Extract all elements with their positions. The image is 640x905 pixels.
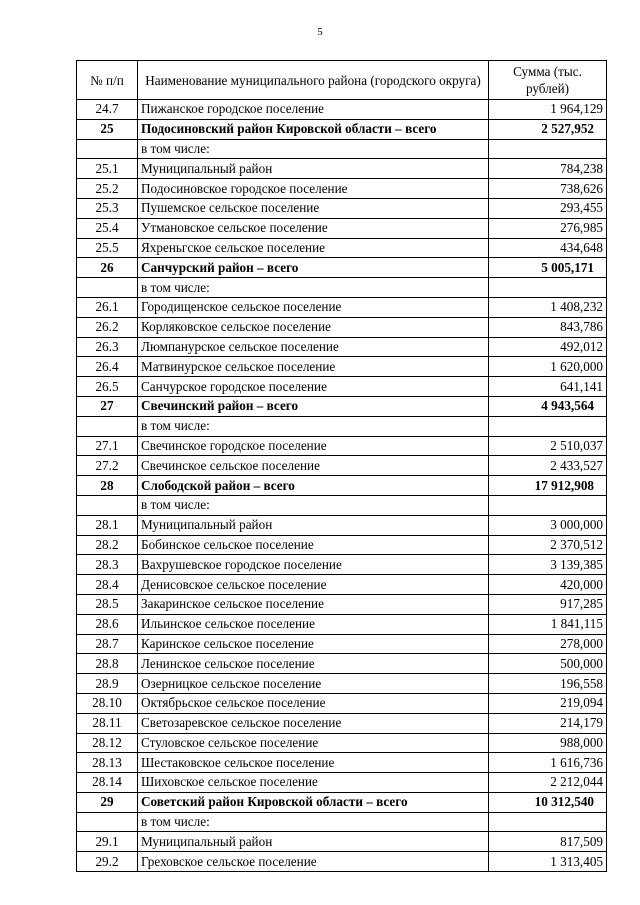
row-number-cell: 28.10 bbox=[77, 693, 138, 713]
table-row bbox=[77, 575, 607, 595]
row-name-cell: Слободской район – всего bbox=[138, 476, 489, 496]
row-number-cell bbox=[77, 139, 138, 159]
row-number-cell: 26 bbox=[77, 258, 138, 278]
table-row bbox=[77, 753, 607, 773]
column-header-sum: Сумма (тыс. рублей) bbox=[489, 61, 607, 100]
table-row bbox=[77, 614, 607, 634]
row-sum-cell bbox=[489, 278, 607, 298]
row-sum-cell: 1 313,405 bbox=[489, 852, 607, 872]
row-name-cell: в том числе: bbox=[138, 278, 489, 298]
row-name-cell: в том числе: bbox=[138, 416, 489, 436]
row-name-cell: Пижанское городское поселение bbox=[138, 100, 489, 120]
table-row bbox=[77, 832, 607, 852]
table-row-district-total bbox=[77, 119, 607, 139]
row-sum-cell: 1 841,115 bbox=[489, 614, 607, 634]
row-name-cell: Муниципальный район bbox=[138, 832, 489, 852]
row-sum-cell: 4 943,564 bbox=[489, 396, 607, 416]
row-number-cell: 27.2 bbox=[77, 456, 138, 476]
row-name-cell: Бобинское сельское поселение bbox=[138, 535, 489, 555]
row-sum-cell: 1 620,000 bbox=[489, 357, 607, 377]
row-name-cell: Люмпанурское сельское поселение bbox=[138, 337, 489, 357]
row-name-cell: Свечинское городское поселение bbox=[138, 436, 489, 456]
table-row bbox=[77, 495, 607, 515]
row-sum-cell: 843,786 bbox=[489, 317, 607, 337]
row-number-cell: 25.1 bbox=[77, 159, 138, 179]
table-body bbox=[77, 100, 607, 872]
table-row-district-total bbox=[77, 792, 607, 812]
row-sum-cell bbox=[489, 495, 607, 515]
row-sum-cell bbox=[489, 416, 607, 436]
row-name-cell: Пушемское сельское поселение bbox=[138, 198, 489, 218]
row-sum-cell: 784,238 bbox=[489, 159, 607, 179]
row-sum-cell: 278,000 bbox=[489, 634, 607, 654]
table-header-row bbox=[77, 61, 607, 100]
page-number: 5 bbox=[317, 26, 323, 38]
row-sum-cell: 10 312,540 bbox=[489, 792, 607, 812]
row-number-cell: 25.5 bbox=[77, 238, 138, 258]
row-number-cell: 25.2 bbox=[77, 179, 138, 199]
row-number-cell: 28.9 bbox=[77, 674, 138, 694]
row-sum-cell: 2 433,527 bbox=[489, 456, 607, 476]
row-number-cell: 25 bbox=[77, 119, 138, 139]
table-row bbox=[77, 773, 607, 793]
row-name-cell: Свечинский район – всего bbox=[138, 396, 489, 416]
table-row-district-total bbox=[77, 396, 607, 416]
row-number-cell: 28.7 bbox=[77, 634, 138, 654]
row-number-cell: 28.6 bbox=[77, 614, 138, 634]
table-row bbox=[77, 654, 607, 674]
row-number-cell: 29 bbox=[77, 792, 138, 812]
row-sum-cell: 500,000 bbox=[489, 654, 607, 674]
column-header-name: Наименование муниципального района (городского округа) bbox=[138, 61, 489, 100]
row-name-cell: в том числе: bbox=[138, 139, 489, 159]
row-sum-cell: 2 510,037 bbox=[489, 436, 607, 456]
table-row bbox=[77, 555, 607, 575]
table-row bbox=[77, 139, 607, 159]
row-name-cell: Стуловское сельское поселение bbox=[138, 733, 489, 753]
row-sum-cell: 2 212,044 bbox=[489, 773, 607, 793]
row-name-cell: в том числе: bbox=[138, 812, 489, 832]
row-name-cell: Матвинурское сельское поселение bbox=[138, 357, 489, 377]
row-sum-cell: 492,012 bbox=[489, 337, 607, 357]
row-number-cell: 27 bbox=[77, 396, 138, 416]
row-number-cell: 25.3 bbox=[77, 198, 138, 218]
row-name-cell: Вахрушевское городское поселение bbox=[138, 555, 489, 575]
row-name-cell: Каринское сельское поселение bbox=[138, 634, 489, 654]
table-row bbox=[77, 317, 607, 337]
table-row bbox=[77, 812, 607, 832]
table-row bbox=[77, 297, 607, 317]
row-number-cell: 28.2 bbox=[77, 535, 138, 555]
budget-table bbox=[76, 60, 607, 872]
row-sum-cell: 988,000 bbox=[489, 733, 607, 753]
row-sum-cell: 196,558 bbox=[489, 674, 607, 694]
table-row bbox=[77, 278, 607, 298]
table-row bbox=[77, 456, 607, 476]
row-sum-cell: 3 139,385 bbox=[489, 555, 607, 575]
table-row bbox=[77, 159, 607, 179]
row-number-cell: 28.5 bbox=[77, 594, 138, 614]
row-name-cell: Подосиновское городское поселение bbox=[138, 179, 489, 199]
row-sum-cell bbox=[489, 139, 607, 159]
row-name-cell: Закаринское сельское поселение bbox=[138, 594, 489, 614]
row-sum-cell: 17 912,908 bbox=[489, 476, 607, 496]
row-name-cell: Шиховское сельское поселение bbox=[138, 773, 489, 793]
row-number-cell: 28.3 bbox=[77, 555, 138, 575]
row-name-cell: Ленинское сельское поселение bbox=[138, 654, 489, 674]
row-sum-cell: 1 964,129 bbox=[489, 100, 607, 120]
row-name-cell: Муниципальный район bbox=[138, 159, 489, 179]
row-sum-cell: 817,509 bbox=[489, 832, 607, 852]
row-name-cell: Утмановское сельское поселение bbox=[138, 218, 489, 238]
row-number-cell: 26.4 bbox=[77, 357, 138, 377]
table-row bbox=[77, 535, 607, 555]
table-row bbox=[77, 337, 607, 357]
table-row bbox=[77, 357, 607, 377]
row-sum-cell: 420,000 bbox=[489, 575, 607, 595]
row-sum-cell bbox=[489, 812, 607, 832]
row-name-cell: Октябрьское сельское поселение bbox=[138, 693, 489, 713]
row-number-cell: 28.4 bbox=[77, 575, 138, 595]
row-sum-cell: 1 616,736 bbox=[489, 753, 607, 773]
row-sum-cell: 5 005,171 bbox=[489, 258, 607, 278]
row-number-cell bbox=[77, 812, 138, 832]
table-row bbox=[77, 436, 607, 456]
row-name-cell: Озерницкое сельское поселение bbox=[138, 674, 489, 694]
table-row bbox=[77, 218, 607, 238]
row-name-cell: Ильинское сельское поселение bbox=[138, 614, 489, 634]
table-row bbox=[77, 179, 607, 199]
row-name-cell: Свечинское сельское поселение bbox=[138, 456, 489, 476]
table-row bbox=[77, 674, 607, 694]
row-name-cell: Шестаковское сельское поселение bbox=[138, 753, 489, 773]
row-sum-cell: 219,094 bbox=[489, 693, 607, 713]
row-number-cell: 29.2 bbox=[77, 852, 138, 872]
row-name-cell: Светозаревское сельское поселение bbox=[138, 713, 489, 733]
row-name-cell: Советский район Кировской области – всего bbox=[138, 792, 489, 812]
row-name-cell: Корляковское сельское поселение bbox=[138, 317, 489, 337]
row-number-cell: 24.7 bbox=[77, 100, 138, 120]
row-sum-cell: 738,626 bbox=[489, 179, 607, 199]
row-number-cell: 27.1 bbox=[77, 436, 138, 456]
table-row bbox=[77, 515, 607, 535]
row-number-cell: 28.12 bbox=[77, 733, 138, 753]
row-number-cell: 26.2 bbox=[77, 317, 138, 337]
row-number-cell: 25.4 bbox=[77, 218, 138, 238]
row-sum-cell: 2 370,512 bbox=[489, 535, 607, 555]
table-row bbox=[77, 198, 607, 218]
row-number-cell: 28 bbox=[77, 476, 138, 496]
row-sum-cell: 1 408,232 bbox=[489, 297, 607, 317]
row-sum-cell: 917,285 bbox=[489, 594, 607, 614]
row-number-cell: 28.11 bbox=[77, 713, 138, 733]
row-sum-cell: 3 000,000 bbox=[489, 515, 607, 535]
row-name-cell: Подосиновский район Кировской области – всего bbox=[138, 119, 489, 139]
table-row bbox=[77, 634, 607, 654]
row-sum-cell: 2 527,952 bbox=[489, 119, 607, 139]
table-row bbox=[77, 594, 607, 614]
row-number-cell: 28.14 bbox=[77, 773, 138, 793]
row-number-cell bbox=[77, 278, 138, 298]
table-row bbox=[77, 713, 607, 733]
table-row-district-total bbox=[77, 476, 607, 496]
column-header-num: № п/п bbox=[77, 61, 138, 100]
table-row-district-total bbox=[77, 258, 607, 278]
row-name-cell: Яхреньгское сельское поселение bbox=[138, 238, 489, 258]
row-number-cell: 28.1 bbox=[77, 515, 138, 535]
row-number-cell bbox=[77, 416, 138, 436]
row-number-cell bbox=[77, 495, 138, 515]
row-sum-cell: 641,141 bbox=[489, 377, 607, 397]
row-name-cell: Санчурское городское поселение bbox=[138, 377, 489, 397]
table-row bbox=[77, 377, 607, 397]
row-name-cell: Городищенское сельское поселение bbox=[138, 297, 489, 317]
row-number-cell: 26.5 bbox=[77, 377, 138, 397]
row-number-cell: 28.13 bbox=[77, 753, 138, 773]
row-number-cell: 28.8 bbox=[77, 654, 138, 674]
row-number-cell: 26.1 bbox=[77, 297, 138, 317]
row-name-cell: Денисовское сельское поселение bbox=[138, 575, 489, 595]
table-row bbox=[77, 100, 607, 120]
row-sum-cell: 293,455 bbox=[489, 198, 607, 218]
table-row bbox=[77, 238, 607, 258]
table-row bbox=[77, 693, 607, 713]
row-name-cell: Санчурский район – всего bbox=[138, 258, 489, 278]
table-row bbox=[77, 733, 607, 753]
row-number-cell: 26.3 bbox=[77, 337, 138, 357]
row-name-cell: Муниципальный район bbox=[138, 515, 489, 535]
row-name-cell: в том числе: bbox=[138, 495, 489, 515]
row-sum-cell: 434,648 bbox=[489, 238, 607, 258]
table-row bbox=[77, 416, 607, 436]
row-sum-cell: 276,985 bbox=[489, 218, 607, 238]
row-name-cell: Греховское сельское поселение bbox=[138, 852, 489, 872]
row-number-cell: 29.1 bbox=[77, 832, 138, 852]
table-row bbox=[77, 852, 607, 872]
row-sum-cell: 214,179 bbox=[489, 713, 607, 733]
